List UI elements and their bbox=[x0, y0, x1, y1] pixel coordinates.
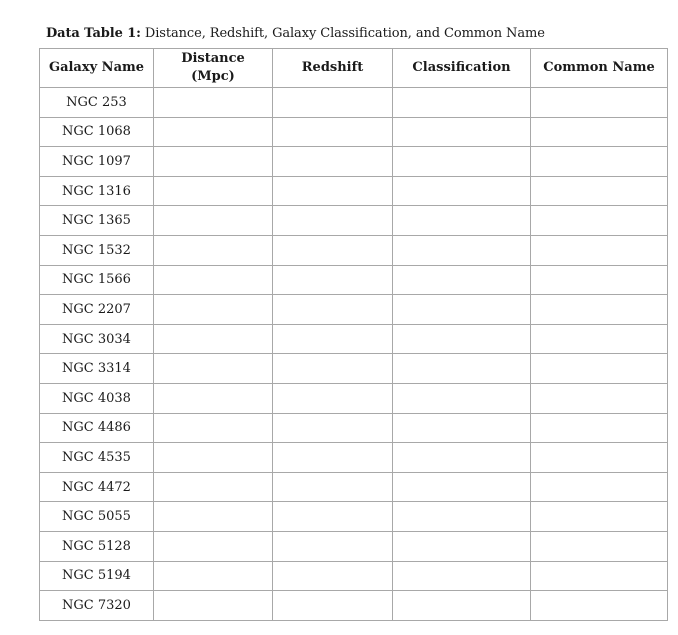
distance-cell[interactable] bbox=[154, 502, 273, 532]
table-caption bbox=[46, 26, 545, 41]
classification-cell[interactable] bbox=[393, 265, 531, 295]
header-galaxy-name bbox=[40, 49, 154, 88]
common-name-cell[interactable] bbox=[531, 206, 668, 236]
table-row bbox=[40, 235, 668, 265]
header-redshift bbox=[273, 49, 393, 88]
classification-cell[interactable] bbox=[393, 561, 531, 591]
table-caption-text: Distance, Redshift, Galaxy Classification, and Common Name bbox=[144, 26, 545, 41]
common-name-cell[interactable] bbox=[531, 591, 668, 621]
table-row bbox=[40, 413, 668, 443]
table-row bbox=[40, 531, 668, 561]
common-name-cell[interactable] bbox=[531, 235, 668, 265]
table-row bbox=[40, 147, 668, 177]
redshift-cell[interactable] bbox=[273, 117, 393, 147]
header-text: Common Name bbox=[543, 60, 655, 75]
distance-cell[interactable] bbox=[154, 354, 273, 384]
table-row bbox=[40, 354, 668, 384]
common-name-cell[interactable] bbox=[531, 561, 668, 591]
redshift-cell[interactable] bbox=[273, 413, 393, 443]
header-row bbox=[40, 49, 668, 88]
common-name-cell[interactable] bbox=[531, 147, 668, 177]
classification-cell[interactable] bbox=[393, 117, 531, 147]
distance-cell[interactable] bbox=[154, 324, 273, 354]
galaxy-name-cell: NGC 1316 bbox=[40, 176, 154, 206]
distance-cell[interactable] bbox=[154, 413, 273, 443]
header-distance bbox=[154, 49, 273, 88]
header-text: Distance bbox=[181, 51, 245, 66]
redshift-cell[interactable] bbox=[273, 354, 393, 384]
galaxy-name-cell: NGC 4535 bbox=[40, 443, 154, 473]
classification-cell[interactable] bbox=[393, 354, 531, 384]
common-name-cell[interactable] bbox=[531, 472, 668, 502]
header-text: (Mpc) bbox=[191, 69, 235, 84]
table-row bbox=[40, 265, 668, 295]
galaxy-name-cell: NGC 7320 bbox=[40, 591, 154, 621]
table-row bbox=[40, 591, 668, 621]
common-name-cell[interactable] bbox=[531, 443, 668, 473]
galaxy-name-cell: NGC 3314 bbox=[40, 354, 154, 384]
galaxy-name-cell: NGC 4486 bbox=[40, 413, 154, 443]
redshift-cell[interactable] bbox=[273, 472, 393, 502]
table-row bbox=[40, 206, 668, 236]
table-row bbox=[40, 88, 668, 118]
classification-cell[interactable] bbox=[393, 591, 531, 621]
distance-cell[interactable] bbox=[154, 117, 273, 147]
galaxy-name-cell: NGC 5194 bbox=[40, 561, 154, 591]
galaxy-name-cell: NGC 1365 bbox=[40, 206, 154, 236]
galaxy-name-cell: NGC 253 bbox=[40, 88, 154, 118]
table-row bbox=[40, 443, 668, 473]
classification-cell[interactable] bbox=[393, 383, 531, 413]
distance-cell[interactable] bbox=[154, 147, 273, 177]
table-row bbox=[40, 117, 668, 147]
classification-cell[interactable] bbox=[393, 88, 531, 118]
common-name-cell[interactable] bbox=[531, 88, 668, 118]
header-common-name bbox=[531, 49, 668, 88]
distance-cell[interactable] bbox=[154, 88, 273, 118]
data-table bbox=[39, 48, 668, 621]
redshift-cell[interactable] bbox=[273, 147, 393, 177]
distance-cell[interactable] bbox=[154, 383, 273, 413]
redshift-cell[interactable] bbox=[273, 235, 393, 265]
redshift-cell[interactable] bbox=[273, 531, 393, 561]
distance-cell[interactable] bbox=[154, 443, 273, 473]
distance-cell[interactable] bbox=[154, 265, 273, 295]
distance-cell[interactable] bbox=[154, 176, 273, 206]
classification-cell[interactable] bbox=[393, 502, 531, 532]
distance-cell[interactable] bbox=[154, 295, 273, 325]
classification-cell[interactable] bbox=[393, 206, 531, 236]
classification-cell[interactable] bbox=[393, 147, 531, 177]
header-classification bbox=[393, 49, 531, 88]
header-text: Galaxy Name bbox=[48, 60, 145, 75]
common-name-cell[interactable] bbox=[531, 265, 668, 295]
distance-cell[interactable] bbox=[154, 206, 273, 236]
distance-cell[interactable] bbox=[154, 472, 273, 502]
header-text: Classification bbox=[412, 60, 511, 75]
common-name-cell[interactable] bbox=[531, 502, 668, 532]
galaxy-name-cell: NGC 4472 bbox=[40, 472, 154, 502]
galaxy-name-cell: NGC 1097 bbox=[40, 147, 154, 177]
common-name-cell[interactable] bbox=[531, 324, 668, 354]
classification-cell[interactable] bbox=[393, 176, 531, 206]
redshift-cell[interactable] bbox=[273, 295, 393, 325]
redshift-cell[interactable] bbox=[273, 591, 393, 621]
galaxy-name-cell: NGC 1532 bbox=[40, 235, 154, 265]
classification-cell[interactable] bbox=[393, 324, 531, 354]
distance-cell[interactable] bbox=[154, 531, 273, 561]
redshift-cell[interactable] bbox=[273, 265, 393, 295]
galaxy-name-cell: NGC 4038 bbox=[40, 383, 154, 413]
distance-cell[interactable] bbox=[154, 235, 273, 265]
galaxy-name-cell: NGC 3034 bbox=[40, 324, 154, 354]
table-row bbox=[40, 295, 668, 325]
galaxy-name-cell: NGC 5128 bbox=[40, 531, 154, 561]
common-name-cell[interactable] bbox=[531, 413, 668, 443]
galaxy-name-cell: NGC 1068 bbox=[40, 117, 154, 147]
classification-cell[interactable] bbox=[393, 295, 531, 325]
table-row bbox=[40, 472, 668, 502]
distance-cell[interactable] bbox=[154, 561, 273, 591]
redshift-cell[interactable] bbox=[273, 206, 393, 236]
galaxy-name-cell: NGC 5055 bbox=[40, 502, 154, 532]
common-name-cell[interactable] bbox=[531, 383, 668, 413]
redshift-cell[interactable] bbox=[273, 176, 393, 206]
common-name-cell[interactable] bbox=[531, 354, 668, 384]
redshift-cell[interactable] bbox=[273, 561, 393, 591]
redshift-cell[interactable] bbox=[273, 443, 393, 473]
table-header bbox=[40, 49, 668, 88]
table-row bbox=[40, 176, 668, 206]
table-row bbox=[40, 383, 668, 413]
redshift-cell[interactable] bbox=[273, 88, 393, 118]
distance-cell[interactable] bbox=[154, 591, 273, 621]
table-caption-label: Data Table 1: bbox=[46, 26, 141, 41]
redshift-cell[interactable] bbox=[273, 502, 393, 532]
galaxy-name-cell: NGC 1566 bbox=[40, 265, 154, 295]
classification-cell[interactable] bbox=[393, 531, 531, 561]
table-body bbox=[40, 88, 668, 621]
common-name-cell[interactable] bbox=[531, 295, 668, 325]
table-row bbox=[40, 561, 668, 591]
galaxy-name-cell: NGC 2207 bbox=[40, 295, 154, 325]
classification-cell[interactable] bbox=[393, 235, 531, 265]
table-row bbox=[40, 324, 668, 354]
redshift-cell[interactable] bbox=[273, 324, 393, 354]
redshift-cell[interactable] bbox=[273, 383, 393, 413]
common-name-cell[interactable] bbox=[531, 531, 668, 561]
classification-cell[interactable] bbox=[393, 443, 531, 473]
common-name-cell[interactable] bbox=[531, 117, 668, 147]
classification-cell[interactable] bbox=[393, 413, 531, 443]
header-text: Redshift bbox=[301, 60, 364, 75]
table-row bbox=[40, 502, 668, 532]
classification-cell[interactable] bbox=[393, 472, 531, 502]
common-name-cell[interactable] bbox=[531, 176, 668, 206]
